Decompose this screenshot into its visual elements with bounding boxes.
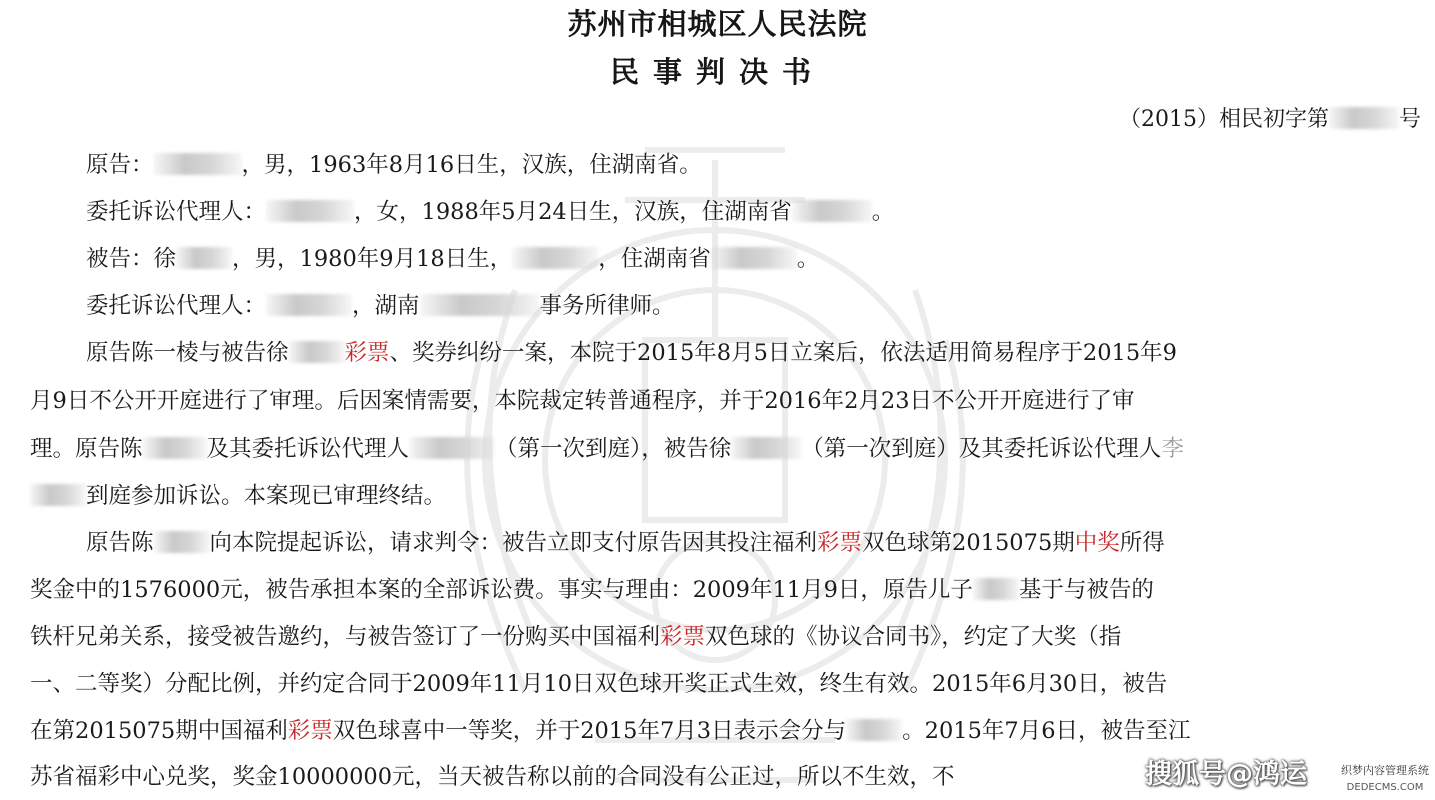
redaction bbox=[711, 247, 797, 269]
dedecms-logo bbox=[1340, 758, 1430, 796]
text-segment: 基于与被告的 bbox=[1018, 577, 1154, 603]
redaction bbox=[1329, 107, 1399, 129]
para1-line2: 月9日不公开开庭进行了审理。后因案情需要，本院裁定转普通程序，并于2016年2月23日不公开开庭进行了审 bbox=[30, 388, 1135, 414]
highlight-prize: 中奖 bbox=[1074, 530, 1120, 556]
defendant-agent-line bbox=[86, 291, 675, 321]
agent2-label: 委托诉讼代理人： bbox=[86, 293, 267, 319]
para1-line1 bbox=[86, 338, 1177, 368]
text-segment: 。2015年7月6日，被告至江 bbox=[902, 718, 1191, 744]
highlight-lottery: 彩票 bbox=[344, 340, 390, 366]
case-number-suffix: 号 bbox=[1398, 107, 1421, 132]
plaintiff-line bbox=[86, 150, 702, 180]
text-segment: （第一次到庭）及其委托诉讼代理人 bbox=[801, 436, 1162, 462]
redaction bbox=[176, 247, 232, 269]
text-segment: 、奖券纠纷一案，本院于2015年8月5日立案后，依法适用简易程序于2015年9 bbox=[389, 340, 1177, 366]
defendant-label: 被告：徐 bbox=[86, 246, 177, 272]
para2-line4: 一、二等奖）分配比例，并约定合同于2009年11月10日双色球开奖正式生效，终生有效。2015年6月30日，被告 bbox=[30, 671, 1168, 697]
redaction bbox=[512, 247, 598, 269]
highlight-lottery: 彩票 bbox=[287, 718, 333, 744]
case-number-prefix: （2015）相民初字第 bbox=[1118, 107, 1329, 132]
agent2-b: 事务所律师。 bbox=[539, 293, 675, 319]
redaction bbox=[266, 200, 354, 222]
sohu-watermark: 搜狐号@鸿运 bbox=[1145, 759, 1307, 790]
redaction bbox=[409, 437, 495, 459]
redaction bbox=[143, 437, 207, 459]
court-name: 苏州市相城区人民法院 bbox=[567, 7, 868, 41]
text-segment: 原告陈一棱与被告徐 bbox=[86, 340, 289, 366]
text-segment: 奖金中的1576000元，被告承担本案的全部诉讼费。事实与理由：2009年11月9日，原告儿子 bbox=[30, 577, 973, 603]
agent1-info: ，女，1988年5月24日生，汉族，住湖南省 bbox=[354, 199, 792, 225]
document-title: 民事判决书 bbox=[609, 55, 825, 89]
text-segment: 到庭参加诉讼。本案现已审理终结。 bbox=[86, 483, 447, 509]
para2-line1 bbox=[86, 528, 1165, 558]
para2-line6: 苏省福彩中心兑奖，奖金10000000元，当天被告称以前的合同没有公正过，所以不生效，不 bbox=[30, 764, 955, 790]
defendant-line bbox=[86, 244, 819, 274]
redaction bbox=[792, 200, 872, 222]
highlight-lottery: 彩票 bbox=[817, 530, 863, 556]
agent1-end: 。 bbox=[871, 199, 895, 225]
plaintiff-label: 原告： bbox=[86, 152, 154, 178]
defendant-info2: ，住湖南省 bbox=[598, 246, 711, 272]
text-segment: （第一次到庭），被告徐 bbox=[495, 436, 732, 462]
text-segment: 所得 bbox=[1119, 530, 1165, 556]
agent1-label: 委托诉讼代理人： bbox=[86, 199, 267, 225]
para2-line3 bbox=[30, 622, 1121, 652]
para1-line4 bbox=[30, 481, 446, 511]
text-segment: 理。原告陈 bbox=[30, 436, 143, 462]
redaction bbox=[30, 484, 86, 506]
redaction bbox=[154, 153, 242, 175]
highlight-lottery: 彩票 bbox=[660, 624, 706, 650]
plaintiff-agent-line bbox=[86, 197, 894, 227]
text-segment: 双色球第2015075期 bbox=[862, 530, 1075, 556]
plaintiff-info: ，男，1963年8月16日生，汉族，住湖南省。 bbox=[241, 152, 702, 178]
text-segment: 双色球的《协议合同书》，约定了大奖（指 bbox=[705, 624, 1122, 650]
redaction bbox=[420, 294, 540, 316]
text-segment: 铁杆兄弟关系，接受被告邀约，与被告签订了一份购买中国福利 bbox=[30, 624, 661, 650]
para2-line5 bbox=[30, 716, 1191, 746]
case-number bbox=[1119, 102, 1421, 133]
text-segment: 及其委托诉讼代理人 bbox=[206, 436, 410, 462]
para1-line3 bbox=[30, 434, 1184, 464]
dedecms-logo-bottom: DEDECMS.COM bbox=[1346, 782, 1424, 793]
agent2-a: ，湖南 bbox=[352, 293, 420, 319]
text-segment: 在第2015075期中国福利 bbox=[30, 718, 288, 744]
dedecms-logo-top: 织梦内容管理系统 bbox=[1341, 764, 1429, 777]
redaction bbox=[846, 719, 902, 741]
redaction bbox=[731, 437, 801, 459]
text-segment: 双色球喜中一等奖，并于2015年7月3日表示会分与 bbox=[332, 718, 847, 744]
text-segment: 原告陈 bbox=[86, 530, 154, 556]
redaction bbox=[973, 578, 1019, 600]
defendant-end: 。 bbox=[796, 246, 820, 272]
defendant-info1: ，男，1980年9月18日生， bbox=[232, 246, 513, 272]
para2-line2 bbox=[30, 575, 1154, 605]
redaction bbox=[154, 531, 210, 553]
text-segment: 李 bbox=[1161, 436, 1184, 462]
text-segment: 向本院提起诉讼，请求判令：被告立即支付原告因其投注福利 bbox=[209, 530, 818, 556]
redaction bbox=[289, 341, 345, 363]
redaction bbox=[266, 294, 352, 316]
